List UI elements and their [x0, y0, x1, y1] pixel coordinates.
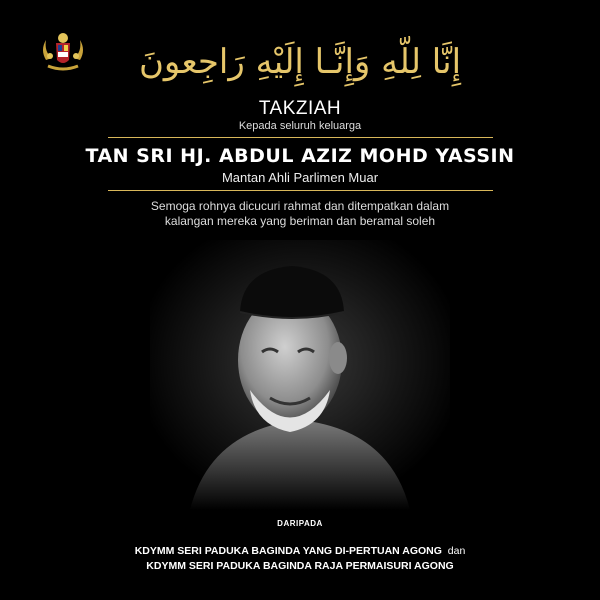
prayer-line-1: Semoga rohnya dicucuri rahmat dan ditempatkan dalam — [150, 199, 450, 213]
arabic-calligraphy — [138, 28, 462, 96]
prayer-text — [0, 199, 600, 229]
deceased-role: Mantan Ahli Parlimen Muar — [221, 170, 379, 185]
prayer-line-2: kalangan mereka yang beriman dan beramal soleh — [164, 214, 436, 228]
page-title: TAKZIAH — [258, 98, 342, 119]
bottom-divider — [108, 190, 493, 191]
sender-1: KDYMM SERI PADUKA BAGINDA YANG DI-PERTUAN AGONG — [134, 545, 442, 557]
from-label: DARIPADA — [277, 519, 323, 528]
portrait-photo — [150, 240, 450, 510]
top-divider — [108, 137, 493, 138]
malaysia-coat-of-arms-icon — [36, 30, 90, 74]
sender-conjunction: dan — [447, 545, 466, 557]
sender-line-1 — [0, 545, 600, 557]
calligraphy-text: إِنَّا لِلّهِ وَإِنَّـا إِلَيْهِ رَاجِعونَ — [138, 42, 462, 82]
sender-line-2: KDYMM SERI PADUKA BAGINDA RAJA PERMAISURI AGONG — [146, 560, 454, 572]
deceased-name: TAN SRI HJ. ABDUL AZIZ MOHD YASSIN — [85, 145, 515, 167]
subtitle: Kepada seluruh keluarga — [238, 120, 362, 132]
